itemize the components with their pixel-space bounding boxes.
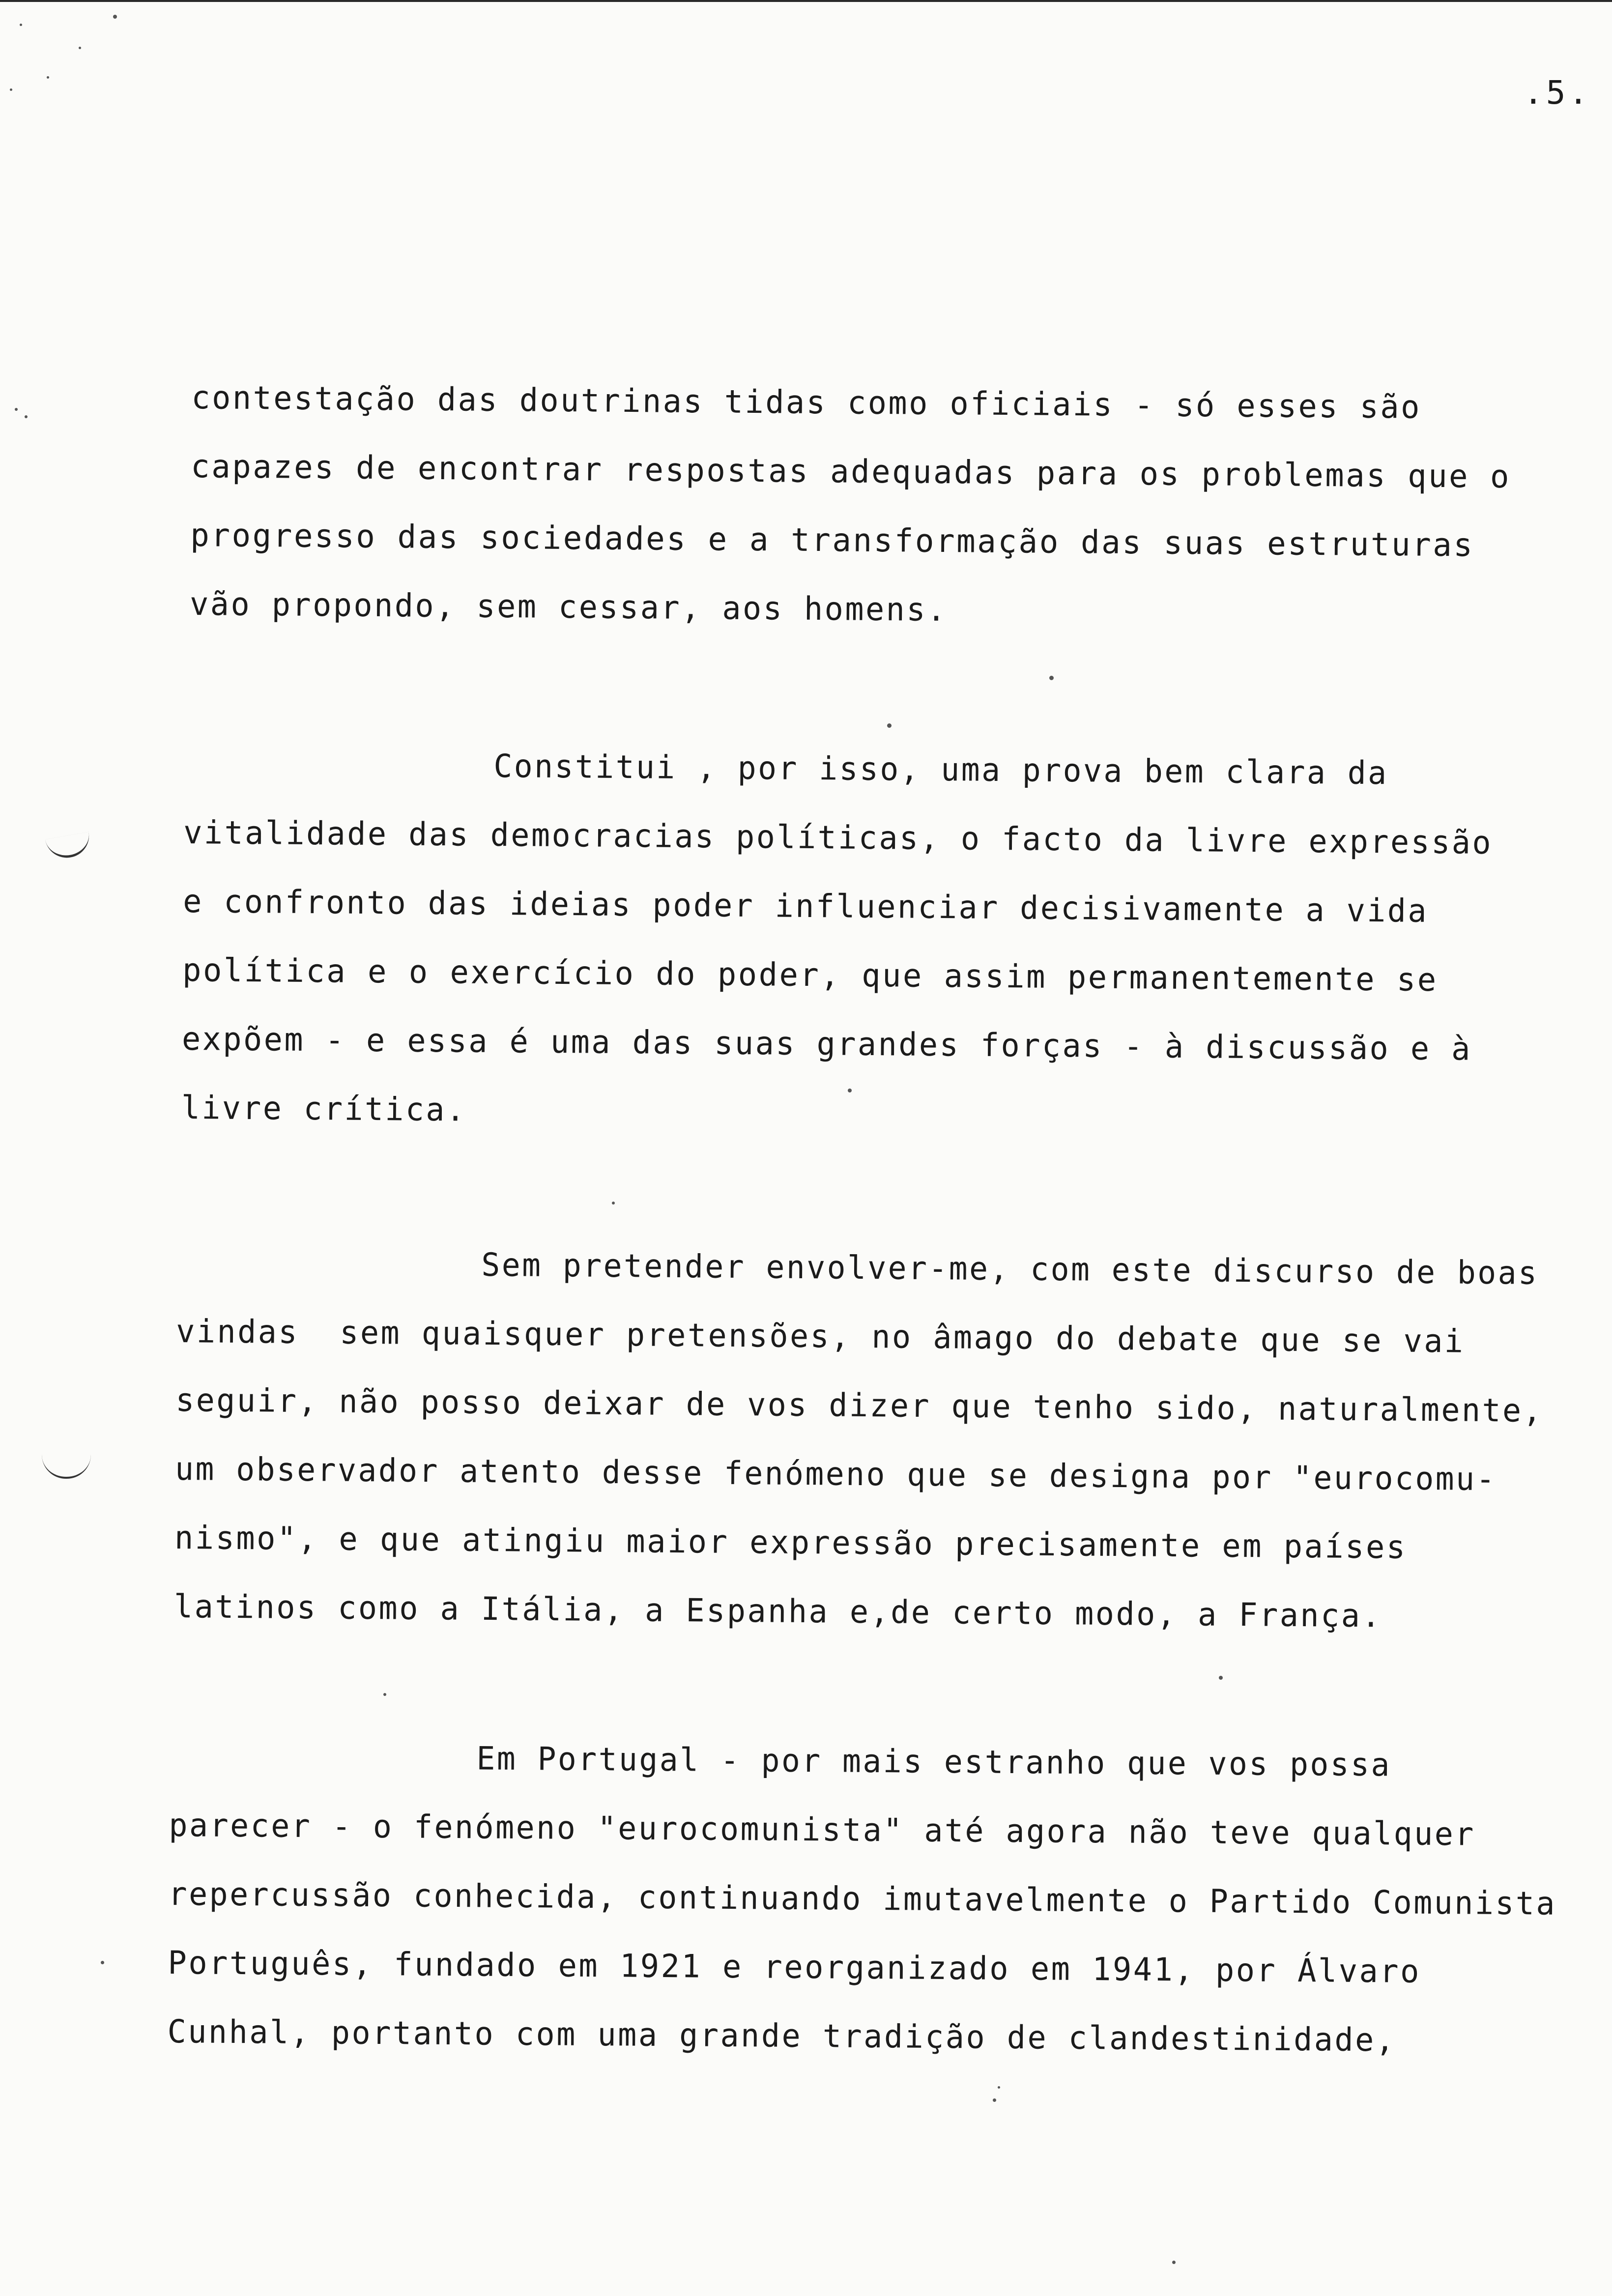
scan-speck: [47, 76, 49, 79]
paragraph-2: [181, 730, 1528, 1153]
margin-mark: [42, 1455, 91, 1479]
page-number: .5.: [1524, 74, 1591, 112]
margin-mark: [45, 832, 92, 861]
scan-speck: [998, 2086, 1000, 2089]
scan-speck: [15, 408, 18, 411]
scan-speck: [101, 1961, 104, 1964]
scan-speck: [993, 2098, 996, 2102]
text-line: Em Portugal - por mais estranho que vos possa: [476, 1740, 1392, 1784]
scan-speck: [10, 88, 12, 91]
text-line: vão propondo, sem cessar, aos homens.: [189, 585, 948, 629]
text-line: capazes de encontrar respostas adequadas para os problemas que o: [191, 448, 1511, 496]
text-line: Cunhal, portanto com uma grande tradição de clandestinidade,: [167, 2013, 1396, 2059]
text-line: contestação das doutrinas tidas como oficiais - só esses são: [191, 379, 1422, 426]
paragraph-1: [190, 364, 1536, 649]
scan-speck: [887, 723, 892, 728]
scan-speck: [1219, 1676, 1223, 1680]
text-line: um observador atento desse fenómeno que se designa por "eurocomu-: [174, 1450, 1497, 1498]
text-line: nismo", e que atingiu maior expressão precisamente em países: [174, 1519, 1407, 1566]
paragraph-4: [167, 1722, 1598, 2076]
text-line: progresso das sociedades e a transformação das suas estruturas: [190, 517, 1474, 564]
text-line: parecer - o fenómeno "eurocomunista" até agora não teve qualquer: [169, 1807, 1476, 1853]
text-line: vitalidade das democracias políticas, o facto da livre expressão: [183, 814, 1493, 861]
scan-speck: [1049, 676, 1054, 680]
scan-speck: [79, 47, 81, 49]
text-line: livre crítica.: [181, 1089, 467, 1129]
scan-speck: [1172, 2261, 1176, 2264]
scan-speck: [612, 1202, 615, 1205]
scan-speck: [113, 15, 117, 19]
text-line: Português, fundado em 1921 e reorganizado em 1941, por Álvaro: [168, 1944, 1421, 1990]
scan-speck: [25, 415, 28, 418]
text-line: vindas sem quaisquer pretensões, no âmago do debate que se vai: [176, 1313, 1465, 1360]
text-line: latinos como a Itália, a Espanha e,de certo modo, a França.: [173, 1588, 1382, 1635]
text-line: seguir, não posso deixar de vos dizer que tenho sido, naturalmente,: [175, 1381, 1544, 1430]
scan-speck: [848, 1089, 852, 1092]
paragraph-3: [173, 1229, 1584, 1652]
text-line: repercussão conhecida, continuando imutavelmente o Partido Comunista: [168, 1875, 1557, 1923]
scan-speck: [20, 24, 22, 26]
text-line: Constitui , por isso, uma prova bem clara da: [493, 747, 1388, 792]
text-line: e confronto das ideias poder influenciar decisivamente a vida: [182, 883, 1429, 930]
text-line: política e o exercício do poder, que assim permanentemente se: [182, 951, 1438, 999]
text-line: expõem - e essa é uma das suas grandes forças - à discussão e à: [181, 1020, 1472, 1068]
page-top-edge: [0, 0, 1612, 2]
text-line: Sem pretender envolver-me, com este discurso de boas: [481, 1246, 1539, 1292]
scan-speck: [383, 1693, 386, 1696]
